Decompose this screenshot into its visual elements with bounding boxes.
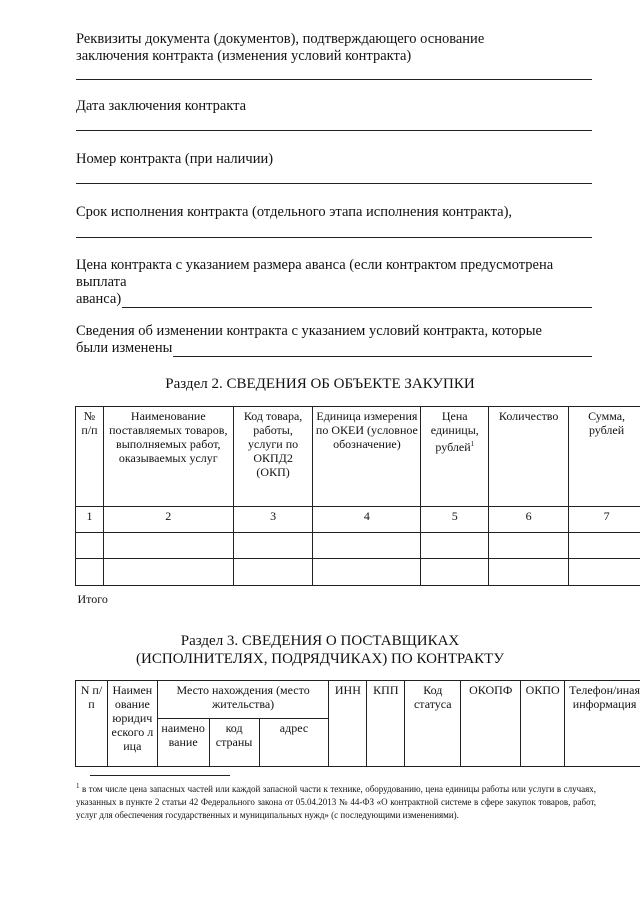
fill-line xyxy=(76,168,592,184)
col-number: 3 xyxy=(233,507,313,533)
footnote-text: в том числе цена запасных частей или каждой запасной части к технике, оборудованию, цена единицы работы или услуги в случаях, указанных в пункте 2 статьи 42 Федерального закона от 05.04.2013 № 44-ФЗ «О контрактной системе в сфере закупок товаров, работ, услуг для обеспечения государственных и муниципальных нужд» (с последующими изменениями). xyxy=(76,784,596,820)
header-legal-name: Наименование юридического лица xyxy=(107,681,157,767)
col-number: 7 xyxy=(569,507,640,533)
fill-line xyxy=(76,115,592,131)
total-label: Итого xyxy=(76,586,640,612)
field-contract-term xyxy=(76,204,592,238)
footnote-ref: 1 xyxy=(470,440,475,448)
table-number-row xyxy=(76,507,640,533)
field-contract-price xyxy=(76,257,592,308)
table-row xyxy=(76,559,640,586)
footnote xyxy=(76,780,596,822)
table-total-row xyxy=(76,586,640,612)
header-num: № п/п xyxy=(76,407,104,507)
col-number: 1 xyxy=(76,507,104,533)
header-inn: ИНН xyxy=(329,681,367,767)
header-unit-price xyxy=(421,407,489,507)
col-number: 2 xyxy=(103,507,233,533)
header-status-code: Код статуса xyxy=(405,681,461,767)
field-document-details-line2: заключения контракта (изменения условий контракта) xyxy=(76,48,412,64)
field-contract-term-label: Срок исполнения контракта (отдельного этапа исполнения контракта), xyxy=(76,204,513,220)
purchase-object-table xyxy=(75,406,640,612)
table-header-row xyxy=(76,681,640,719)
header-location-country: код страны xyxy=(209,719,259,767)
field-contract-changes-line1: Сведения об изменении контракта с указанием условий контракта, которые xyxy=(76,323,542,339)
table-row xyxy=(76,533,640,559)
header-okpo: ОКПО xyxy=(521,681,565,767)
suppliers-table xyxy=(75,680,640,767)
header-num: N п/п xyxy=(76,681,108,767)
field-contract-date-label: Дата заключения контракта xyxy=(76,98,247,114)
col-number: 4 xyxy=(313,507,421,533)
header-okpd-code: Код товара, работы, услуги по ОКПД2 (ОКП) xyxy=(233,407,313,507)
field-contract-price-line2: выплата xyxy=(76,274,127,290)
field-contract-date xyxy=(76,98,592,131)
header-quantity: Количество xyxy=(489,407,569,507)
footnote-rule xyxy=(90,775,230,776)
field-document-details-line1: Реквизиты документа (документов), подтверждающего основание xyxy=(76,31,485,47)
col-number: 6 xyxy=(489,507,569,533)
field-contract-price-line3: аванса) xyxy=(76,291,122,307)
field-contract-number-label: Номер контракта (при наличии) xyxy=(76,151,274,167)
header-sum: Сумма, рублей xyxy=(569,407,640,507)
fill-line xyxy=(122,293,592,308)
fill-line xyxy=(173,342,592,357)
field-contract-changes-line2: были изменены xyxy=(76,340,173,356)
header-goods-name: Наименование поставляемых товаров, выполняемых работ, оказываемых услуг xyxy=(103,407,233,507)
footnote-mark: 1 xyxy=(76,782,80,790)
header-kpp: КПП xyxy=(367,681,405,767)
header-phone: Телефон/иная информация xyxy=(565,681,640,767)
field-contract-number xyxy=(76,151,592,184)
header-location: Место нахождения (место жительства) xyxy=(157,681,329,719)
fill-line xyxy=(76,65,592,80)
section3-title-line2: (ИСПОЛНИТЕЛЯХ, ПОДРЯДЧИКАХ) ПО КОНТРАКТУ xyxy=(136,651,504,667)
header-unit: Единица измерения по ОКЕИ (условное обозначение) xyxy=(313,407,421,507)
header-unit-price-label: Цена единицы, рублей xyxy=(430,409,479,454)
field-document-details xyxy=(76,31,592,80)
field-contract-price-line1: Цена контракта с указанием размера аванса (если контрактом предусмотрена xyxy=(76,257,554,273)
col-number: 5 xyxy=(421,507,489,533)
table-header-row xyxy=(76,407,640,507)
header-location-name: наименование xyxy=(157,719,209,767)
header-location-address: адрес xyxy=(259,719,329,767)
section3-title-line1: Раздел 3. СВЕДЕНИЯ О ПОСТАВЩИКАХ xyxy=(180,633,460,649)
section3-title xyxy=(0,632,640,668)
header-okopf: ОКОПФ xyxy=(461,681,521,767)
section2-title: Раздел 2. СВЕДЕНИЯ ОБ ОБЪЕКТЕ ЗАКУПКИ xyxy=(165,376,475,392)
fill-line xyxy=(76,221,592,238)
field-contract-changes xyxy=(76,323,592,357)
